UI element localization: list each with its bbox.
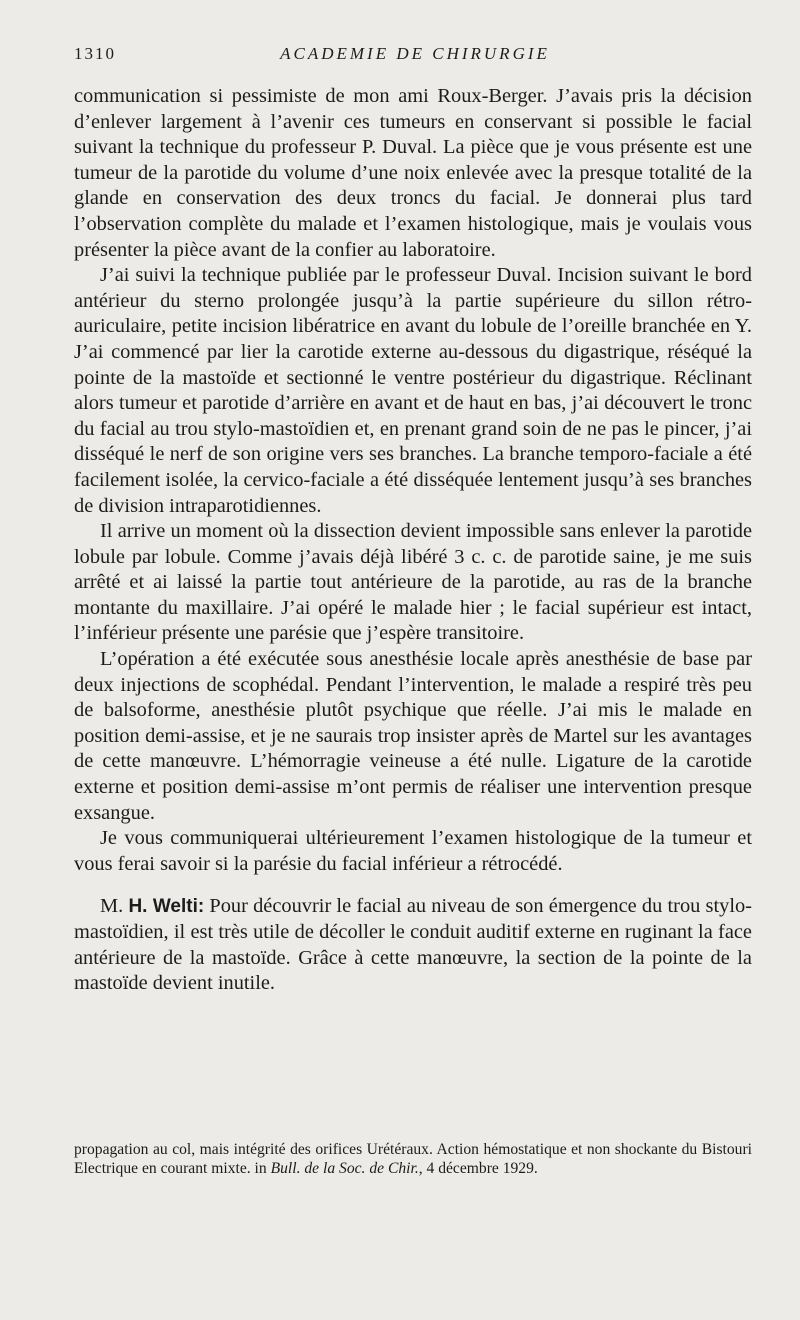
speaker-name: H. Welti:: [128, 896, 205, 918]
paragraph-4: L’opération a été exécutée sous anesthésie locale après anesthésie de base par deux injections de scophédal. Pendant l’intervention, le malade a respiré très peu de balsoforme, anesthésie plutôt psychique que réelle. J’ai mis le malade en position demi-assise, et je ne saurais trop insister après de Martel sur les avantages de cette manœuvre. L’hémorragie veineuse a été nulle. Ligature de la carotide externe et position demi-assise m’ont permis de réaliser une intervention presque exsangue.: [74, 648, 752, 824]
body-text: [74, 84, 752, 997]
running-title: ACADEMIE DE CHIRURGIE: [280, 44, 550, 63]
footnote-text: [74, 1140, 752, 1178]
paragraph-3: Il arrive un moment où la dissection devient impossible sans enlever la parotide lobule par lobule. Comme j’avais déjà libéré 3 c. c. de parotide saine, je me suis arrêté et ai laissé la partie tout antérieure de la parotide, au ras de la branche montante du maxillaire. J’ai opéré le malade hier ; le facial supérieur est intact, l’inférieur présente une parésie que j’espère transitoire.: [74, 520, 752, 645]
speaker-prefix: M.: [100, 895, 124, 918]
page-number: 1310: [74, 44, 116, 63]
footnote-journal: Bull. de la Soc. de Chir.: [270, 1160, 419, 1177]
paragraph-welti: [74, 894, 752, 996]
paragraph-2: J’ai suivi la technique publiée par le professeur Duval. Incision suivant le bord antérieur du sterno prolongée jusqu’à la partie supérieure du sillon rétro-auriculaire, petite incision libératrice en avant du lobule de l’oreille branchée en Y. J’ai commencé par lier la carotide externe au-dessous du digastrique, réséqué la pointe de la mastoïde et sectionné le ventre postérieur du digastrique. Réclinant alors tumeur et parotide d’arrière en avant et de haut en bas, j’ai découvert le tronc du facial au trou stylo-mastoïdien et, en prenant grand soin de ne pas le pincer, j’ai disséqué le nerf de son origine vers ses branches. La branche temporo-faciale a été facilement isolée, la cervico-faciale a été disséquée lentement jusqu’à ses branches de division intraparotidiennes.: [74, 264, 752, 517]
paragraph-5: Je vous communiquerai ultérieurement l’examen histologique de la tumeur et vous ferai savoir si la parésie du facial inférieur a rétrocédé.: [74, 827, 752, 875]
paragraph-1: communication si pessimiste de mon ami Roux-Berger. J’avais pris la décision d’enlever largement à l’avenir ces tumeurs en conservant si possible le facial suivant la technique du professeur P. Duval. La pièce que je vous présente est une tumeur de la parotide du volume d’une noix enlevée avec la presque totalité de la glande en conservation des deux troncs du facial. Je donnerai plus tard l’observation complète du malade et l’examen histologique, mais je voulais vous présenter la pièce avant de la confier au laboratoire.: [74, 85, 752, 261]
footnote-text-start: propagation au col, mais intégrité des orifices Urétéraux. Action hémostatique et non shockante du Bistouri Electrique en courant mixte. in: [74, 1141, 752, 1177]
page-header: [74, 44, 756, 66]
footnote: [74, 1140, 752, 1178]
footnote-text-end: , 4 décembre 1929.: [418, 1160, 538, 1177]
welti-remark: Pour découvrir le facial au niveau de son émergence du trou stylo-mastoïdien, il est très utile de décoller le conduit auditif externe en ruginant la face antérieure de la mastoïde. Grâce à cette manœuvre, la section de la pointe de la mastoïde devient inutile.: [74, 895, 752, 995]
